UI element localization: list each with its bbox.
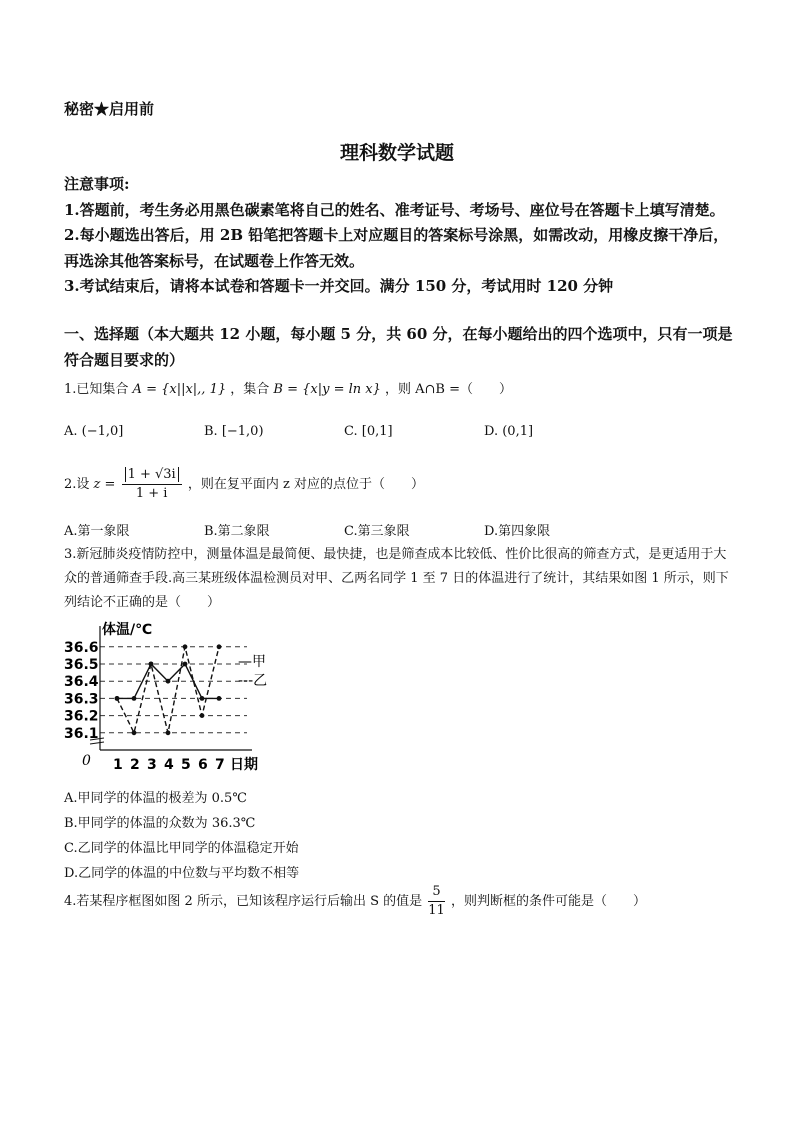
q4-numerator: 5 (428, 883, 445, 902)
question-2 (64, 466, 734, 503)
instructions-heading: 注意事项: (64, 175, 130, 193)
legend-entry: —甲 (238, 654, 266, 670)
q1-suffix: ，则 A∩B =（ ） (385, 382, 513, 397)
q2-suffix: ，则在复平面内 z 对应的点位于（ ） (187, 477, 424, 492)
x-tick-label: 3 (147, 757, 157, 773)
x-axis-label: 日期 (230, 757, 258, 773)
q4-suffix: ，则判断框的条件可能是（ ） (450, 894, 646, 909)
chart-legend (238, 654, 267, 689)
x-tick-label: 2 (130, 757, 140, 773)
y-tick-label: 36.5 (64, 657, 99, 673)
origin-label: 0 (82, 753, 91, 769)
q2-option-a[interactable]: A.第一象限 (64, 524, 130, 539)
question-1 (64, 379, 734, 401)
data-point (132, 730, 137, 735)
x-tick-label: 1 (113, 757, 123, 773)
data-point (166, 730, 171, 735)
data-point (217, 696, 222, 701)
q3-option-b[interactable]: B.甲同学的体温的众数为 36.3℃ (64, 816, 256, 831)
y-tick-label: 36.3 (64, 691, 99, 708)
x-tick-label: 5 (181, 757, 191, 773)
chart-axes (90, 626, 252, 750)
q3-options (64, 786, 299, 886)
q1-mid: ，集合 (230, 382, 270, 397)
instruction-2: 2.每小题选出答后，用 2B 铅笔把答题卡上对应题目的答案标号涂黑，如需改动，用橡皮擦干净后，再选涂其他答案标号，在试题卷上作答无效。 (64, 226, 729, 270)
data-point (217, 644, 222, 649)
chart-grid (100, 647, 247, 733)
q1-set-b: B = {x|y = ln x} (273, 382, 381, 397)
q1-option-a[interactable]: A. (−1,0] (64, 424, 124, 439)
data-point (132, 696, 137, 701)
data-point (183, 644, 188, 649)
q2-prefix: 2.设 (64, 477, 90, 492)
y-tick-label: 36.6 (64, 639, 99, 656)
instruction-1: 1.答题前，考生务必用黑色碳素笔将自己的姓名、准考证号、考场号、座位号在答题卡上填写清楚。 (64, 200, 725, 219)
data-point (183, 662, 188, 667)
q4-fraction (428, 883, 445, 920)
q2-fraction (122, 466, 182, 503)
x-axis-break-2 (90, 742, 104, 744)
data-point (166, 679, 171, 684)
data-point (200, 696, 205, 701)
y-tick-labels (64, 640, 99, 742)
x-tick-label: 6 (198, 757, 208, 773)
q2-lhs: z = (93, 477, 116, 492)
q4-denominator: 11 (428, 903, 445, 918)
question-3: 3.新冠肺炎疫情防控中，测量体温是最简便、最快捷，也是筛查成本比较低、性价比很高的筛查方式，是更适用于大众的普通筛查手段.高三某班级体温检测员对甲、乙两名同学 1 至 7 日的体温进行了统计，其结果如图 1 所示，则下列结论不正确的是（ ） (64, 547, 729, 610)
chart-series (115, 644, 222, 735)
temperature-chart (62, 618, 282, 778)
x-tick-label: 7 (215, 757, 225, 773)
q3-option-a[interactable]: A.甲同学的体温的极差为 0.5℃ (64, 791, 247, 806)
legend-entry: ---乙 (238, 673, 268, 689)
x-tick-label: 4 (164, 757, 174, 773)
y-tick-label: 36.1 (64, 725, 99, 742)
confidential-mark: 秘密★启用前 (64, 100, 155, 118)
x-tick-labels (113, 757, 225, 773)
data-point (115, 696, 120, 701)
data-point (149, 662, 154, 667)
q2-numerator: 1 + √3i (125, 467, 179, 482)
q2-option-b[interactable]: B.第二象限 (204, 524, 270, 539)
data-point (200, 713, 205, 718)
y-tick-label: 36.2 (64, 708, 99, 725)
page-title: 理科数学试题 (339, 142, 454, 164)
instruction-3: 3.考试结束后，请将本试卷和答题卡一并交回。满分 150 分，考试用时 120 分钟 (64, 277, 614, 295)
y-tick-label: 36.4 (64, 674, 99, 691)
q1-option-c[interactable]: C. [0,1] (344, 424, 393, 439)
series-line-yi (117, 647, 219, 733)
q3-option-d[interactable]: D.乙同学的体温的中位数与平均数不相等 (64, 866, 300, 881)
y-axis-label: 体温/℃ (102, 622, 153, 638)
q1-prefix: 1.已知集合 (64, 382, 129, 397)
q2-option-c[interactable]: C.第三象限 (344, 524, 410, 539)
section-heading: 一、选择题（本大题共 12 小题，每小题 5 分，共 60 分，在每小题给出的四个选项中，只有一项是符合题目要求的） (64, 325, 733, 369)
q1-option-b[interactable]: B. [−1,0) (204, 424, 264, 439)
q3-option-c[interactable]: C.乙同学的体温比甲同学的体温稳定开始 (64, 841, 299, 856)
q4-prefix: 4.若某程序框图如图 2 所示，已知该程序运行后输出 S 的值是 (64, 894, 423, 909)
instructions (64, 172, 734, 300)
question-4 (64, 883, 734, 920)
q1-option-d[interactable]: D. (0,1] (484, 424, 534, 439)
q2-option-d[interactable]: D.第四象限 (484, 524, 551, 539)
q2-denominator: 1 + i (135, 486, 168, 501)
q1-set-a: A = {x||x|,, 1} (132, 382, 227, 397)
